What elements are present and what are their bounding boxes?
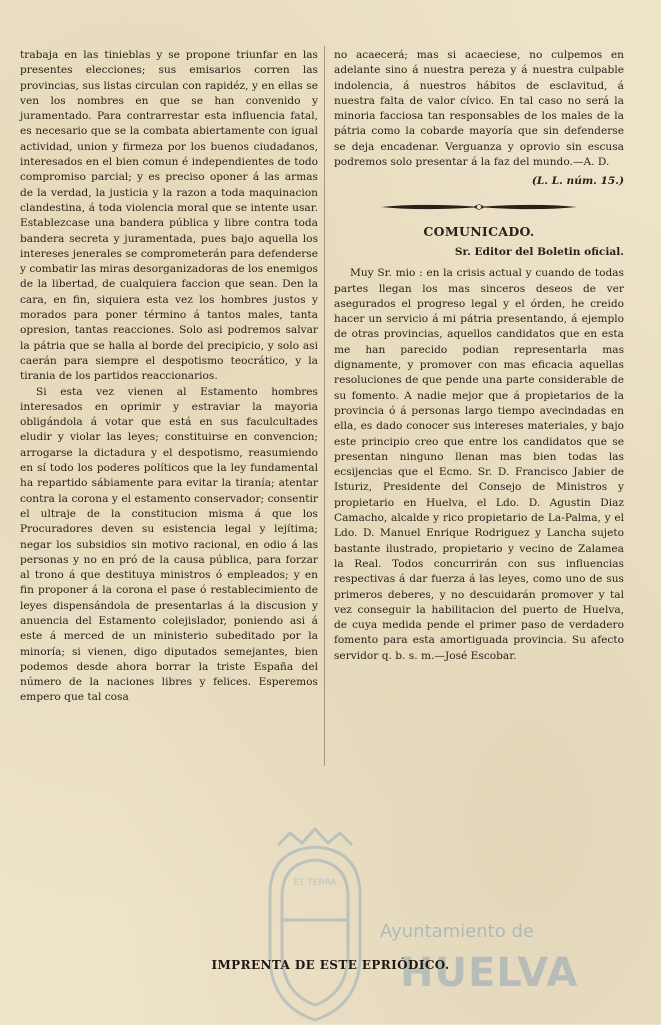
letter-address: Sr. Editor del Boletin oficial. bbox=[454, 245, 624, 258]
watermark-line-1: Ayuntamiento de bbox=[380, 921, 534, 942]
ornament-rule-icon bbox=[379, 200, 579, 214]
column-divider bbox=[324, 46, 325, 766]
watermark-line-2: HUELVA bbox=[400, 950, 579, 996]
section-heading: COMUNICADO. bbox=[423, 223, 535, 239]
seal-text: ET TERRA bbox=[293, 878, 337, 888]
source-citation: (L. L. núm. 15.) bbox=[531, 175, 624, 188]
left-paragraph-1: trabaja en las tinieblas y se propone triunfar en las presentes elecciones; sus emisarios corren las provincias, sus listas circulan con rapidéz, y en ellas se ven los nombres en que se han convenido y juramentado. Para contrarrestar esta influencia fatal, es necesario que se la combata abiertamente con igual actividad, union y firmeza por los buenos ciudadanos, interesados en el bien comun é independientes de todo compromiso parcial; y es preciso oponer á las armas de la verdad, la justicia y la razon a toda maquinacion clandestina, á toda violencia moral que se intente usar. Establezcase una bandera pública y libre contra toda bandera secreta y juramentada, pues bajo aquella los intereses jenerales se comprometerán para defenderse y combatir las miras desorganizadoras de los enemigos de la libertad, de cualquiera faccion que sean. Den la cara, en fin, siquiera esta vez los hombres justos y morados para poner término á tantos males, tanta opresion, tantas reacciones. Solo asi podremos salvar la pátria que se halla al borde del precipicio, y solo asi caerán para siempre el despotismo teocrático, y la tirania de los partidos reaccionarios. bbox=[20, 49, 318, 383]
right-paragraph-1: no acaecerá; mas si acaeciese, no culpemos en adelante sino á nuestra pereza y á nuestra culpable indolencia, á nuestros hábitos de esclavitud, á nuestra falta de valor cívico. En tal caso no será la minoria facciosa tan responsables de los males de la pátria como la cobarde mayoría que sin defenderse se deja encadenar. Verguanza y oprovio sin escusa podremos solo presentar á la faz del mundo.—A. D. bbox=[334, 49, 624, 169]
printer-imprint: IMPRENTA DE ESTE EPRIÓDICO. bbox=[211, 958, 450, 972]
right-paragraph-2: Muy Sr. mio : en la crisis actual y cuando de todas partes llegan los mas sinceros deseos de ver asegurados el progreso legal y el órden, he creido hacer un servicio á mi pátria presentando, á ejemplo de otras provincias, aquellos candidatos que en esta me han parecido podian representarla mas dignamente, y promover con mas eficacia aquellas resoluciones de que pende una parte considerable de su fomento. A nadie mejor que á propietarios de la provincia ó á personas largo tiempo avecindadas en ella, es dado conocer sus intereses materiales, y bajo este principio creo que entre los candidatos que se presentan ninguno llenan mas bien todas las ecsijencias que el Ecmo. Sr. D. Francisco Jabier de Isturiz, Presidente del Consejo de Ministros y propietario en Huelva, el Ldo. D. Agustin Diaz Camacho, alcalde y rico propietario de La-Palma, y el Ldo. D. Manuel Enrique Rodriguez y Lancha sujeto bastante ilustrado, propietario y vecino de Zalamea la Real. Todos concurrirán con sus influencias respectivas á dar fuerza á las leyes, como uno de sus primeros deberes, y no descuidarán promover y tal vez conseguir la habilitacion del puerto de Huelva, de cuya medida pende el primer paso de verdadero fomento para esta amortiguada provincia. Su afecto servidor q. b. s. m.—José Escobar. bbox=[334, 267, 624, 662]
left-column bbox=[20, 48, 318, 706]
right-column bbox=[334, 48, 624, 664]
left-paragraph-2: Si esta vez vienen al Estamento hombres interesados en oprimir y estraviar la mayoria obligándola á votar que está en sus faculcultades eludir y violar las leyes; constituirse en convencion; arrogarse la dictadura y el despotismo, reasumiendo en sí todo los poderes políticos que la ley fundamental ha repartido sábiamente para evitar la tiranía; atentar contra la corona y el estamento conservador; consentir el ultraje de la constitucion misma á que los Procuradores deven su esistencia legal y lejítima; negar los subsidios sin motivo racional, en odio á las personas y no en pró de la causa pública, para forzar al trono á que destituya ministros ó empleados; y en fin proponer á la corona el pase ó restablecimiento de leyes dispensándola de presentarlas á la discusion y anuencia del Estamento colejislador, poniendo asi á este á merced de un ministerio subeditado por la minoría; si vienen, digo diputados semejantes, bien podemos desde ahora borrar la triste España del número de la naciones libres y felices. Esperemos empero que tal cosa bbox=[20, 385, 318, 704]
